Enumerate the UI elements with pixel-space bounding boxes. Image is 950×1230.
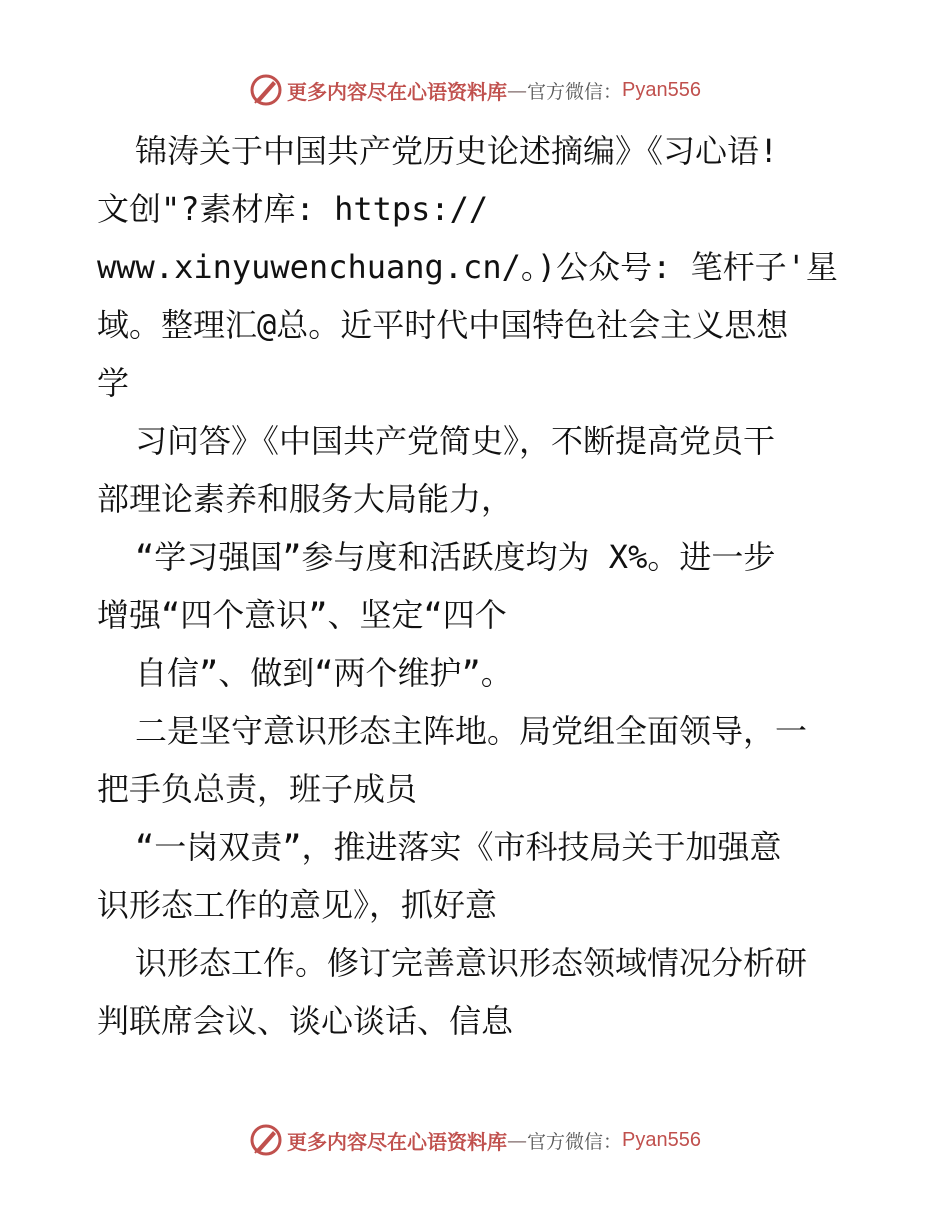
text-line: 二是坚守意识形态主阵地。局党组全面领导，一	[135, 712, 808, 750]
text-line: 识形态工作。修订完善意识形态领域情况分析研	[135, 944, 808, 982]
text-line: 锦涛关于中国共产党历史论述摘编》《习心语!	[135, 132, 779, 170]
text-line: 增强“四个意识”、坚定“四个	[97, 596, 507, 634]
text-line: www.xinyuwenchuang.cn/。)公众号: 笔杆子'星	[97, 248, 838, 286]
text-line: 学	[97, 364, 130, 402]
header-banner	[0, 70, 950, 110]
text-line: 把手负总责，班子成员	[97, 770, 418, 808]
quill-logo-icon	[249, 73, 283, 107]
banner-separator: —	[507, 1128, 527, 1152]
text-line: 识形态工作的意见》，抓好意	[97, 886, 498, 924]
banner-contact-handle: Pyan556	[622, 1128, 701, 1151]
text-line: 部理论素养和服务大局能力，	[97, 480, 514, 518]
banner-slogan: 更多内容尽在心语资料库	[287, 79, 507, 104]
banner-contact-label: 官方微信：	[527, 1130, 623, 1153]
body-text	[97, 122, 857, 1050]
footer-banner	[0, 1120, 950, 1160]
text-line: “一岗双责”，推进落实《市科技局关于加强意	[135, 828, 782, 866]
banner-contact-handle: Pyan556	[622, 78, 701, 101]
banner-separator: —	[507, 78, 527, 102]
text-line: “学习强国”参与度和活跃度均为 X%。进一步	[135, 538, 776, 576]
text-line: 自信”、做到“两个维护”。	[135, 654, 513, 692]
banner-contact-label: 官方微信：	[527, 80, 623, 103]
quill-logo-icon	[249, 1123, 283, 1157]
banner-slogan: 更多内容尽在心语资料库	[287, 1129, 507, 1154]
text-line: 域。整理汇@总。近平时代中国特色社会主义思想	[97, 306, 789, 344]
text-line: 习问答》《中国共产党简史》，不断提高党员干	[135, 422, 776, 460]
text-line: 文创"?素材库: https://	[97, 190, 489, 228]
text-line: 判联席会议、谈心谈话、信息	[97, 1002, 514, 1040]
